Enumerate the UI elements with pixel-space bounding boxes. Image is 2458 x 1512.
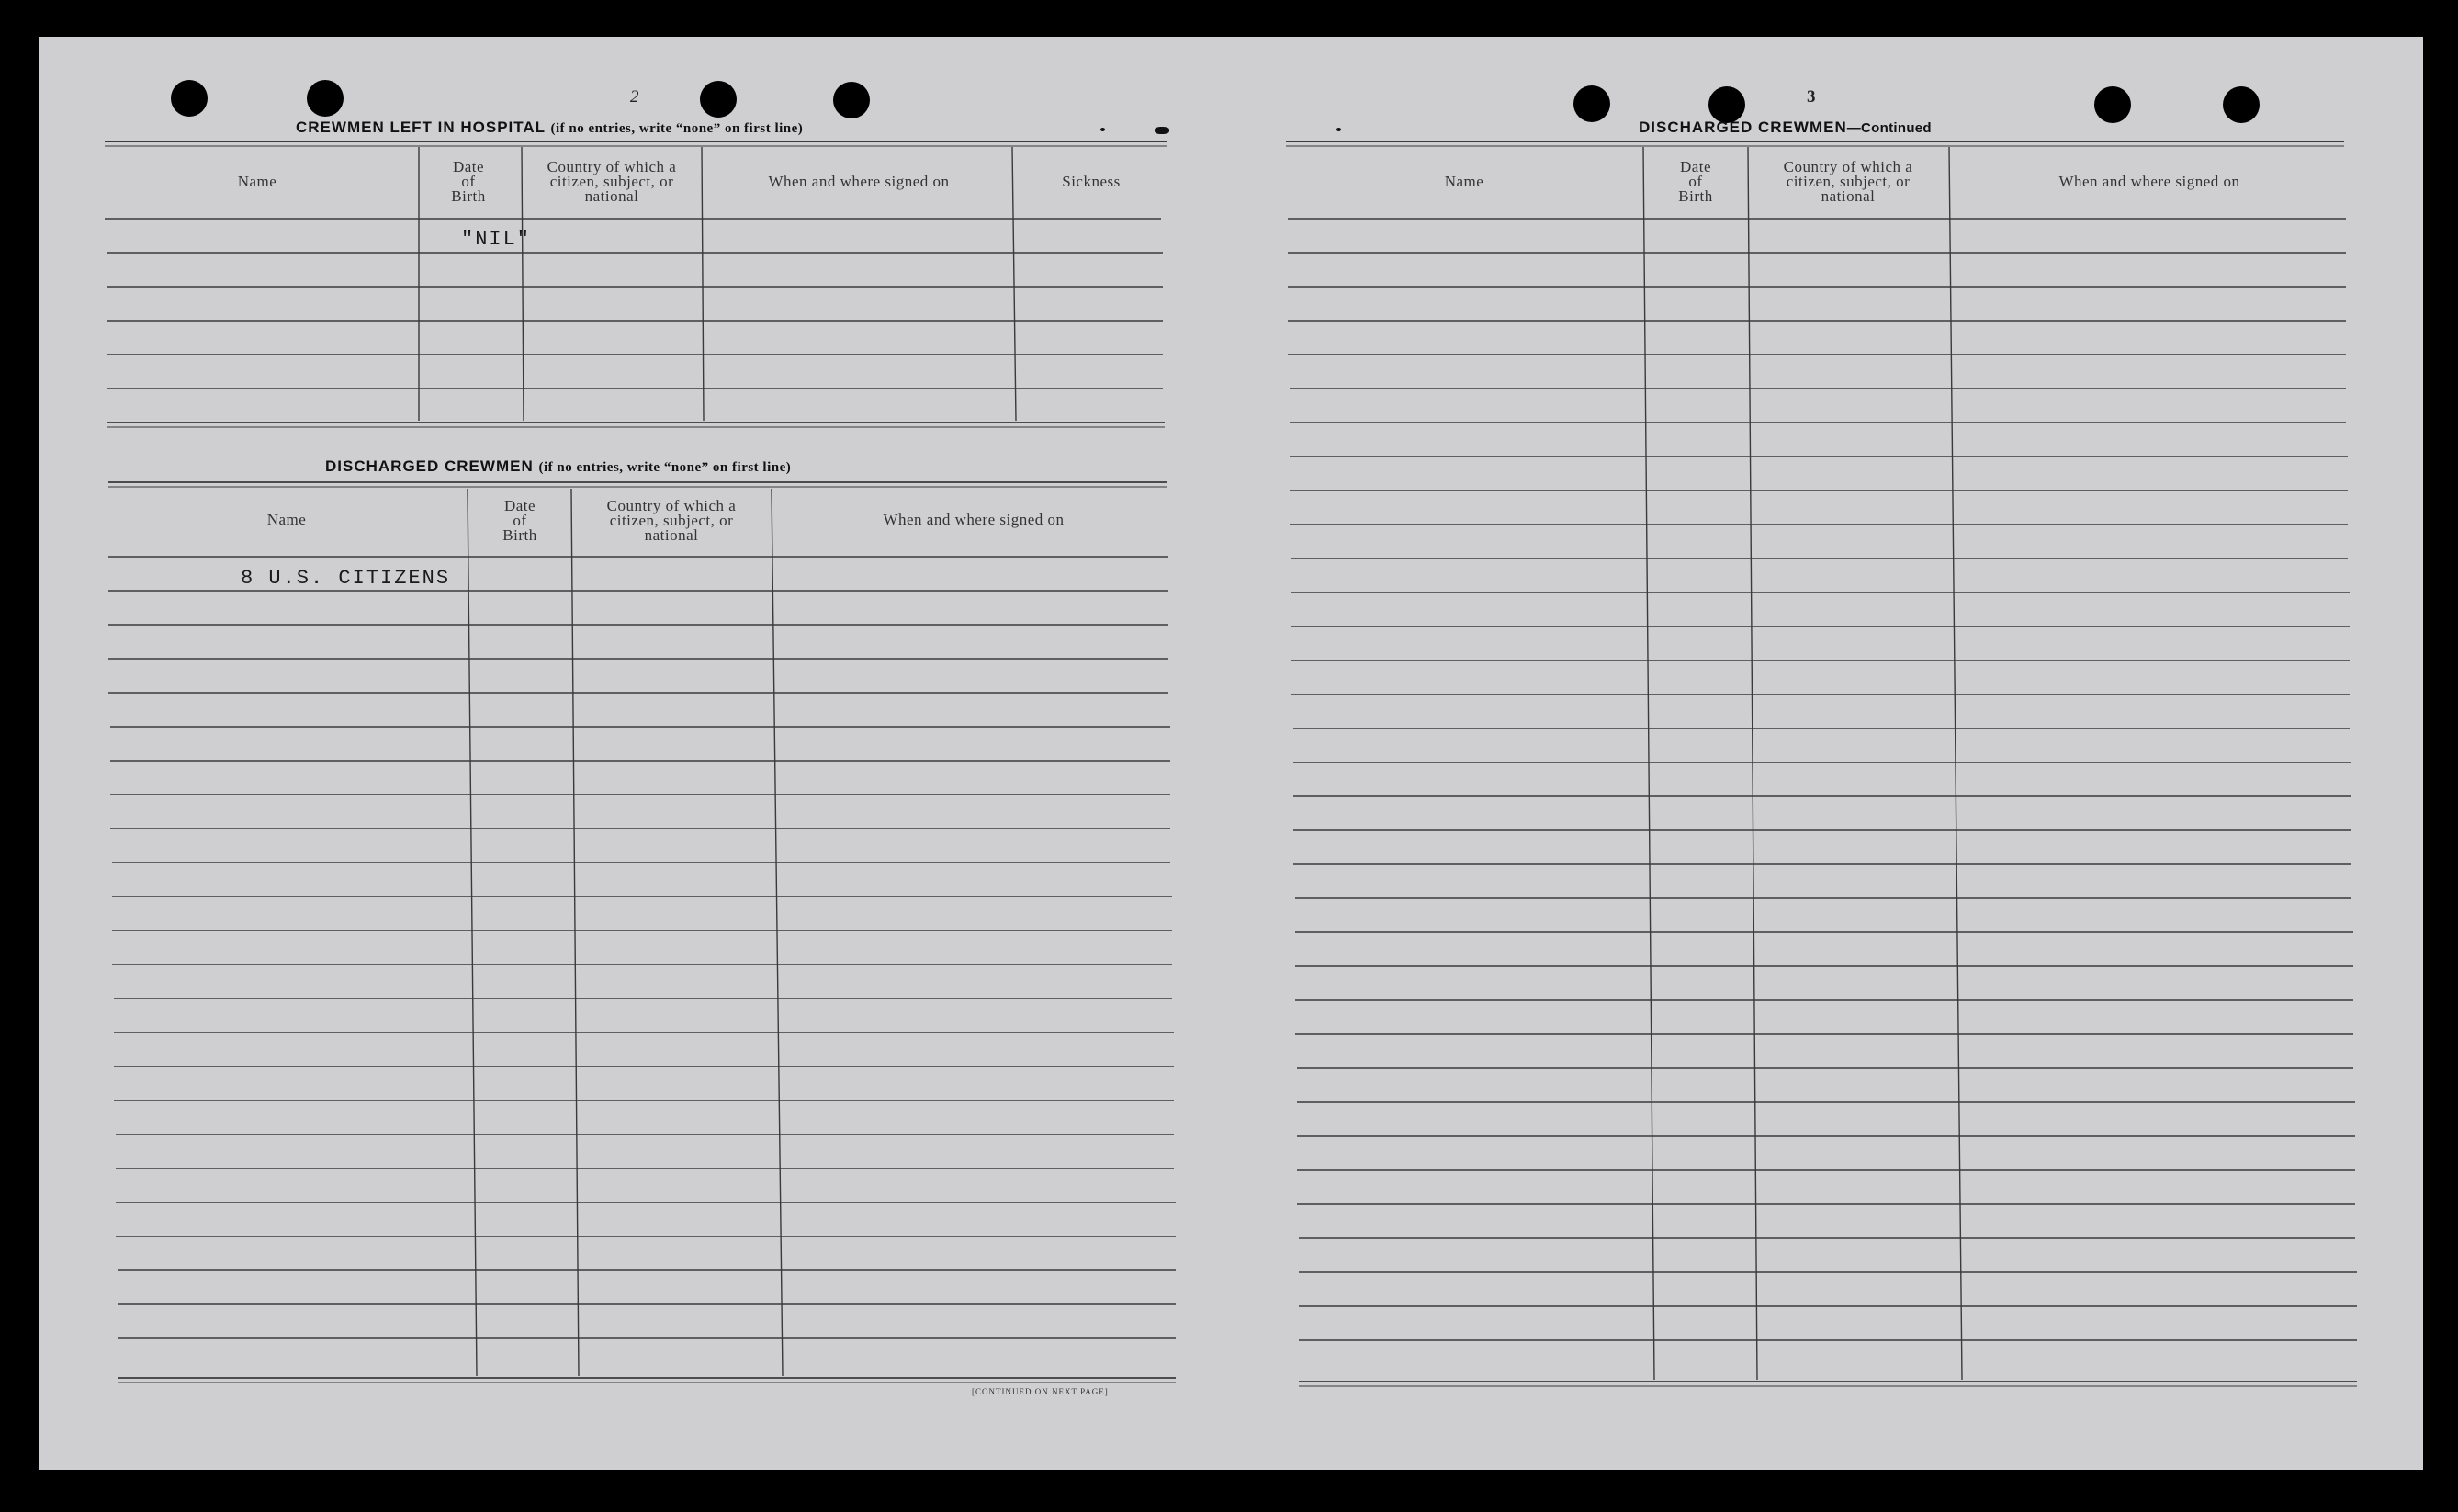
column-header-date-of-birth: [483, 499, 557, 543]
hospital-entry: "NIL": [461, 228, 532, 251]
column-header-date-of-birth: [1659, 160, 1732, 204]
column-header-country: [1751, 160, 1945, 204]
header-line: of: [1688, 173, 1703, 190]
section-title-discharged: [325, 457, 791, 476]
page-number-left: 2: [630, 87, 639, 107]
column-header-when-where-signed: When and where signed on: [2058, 173, 2240, 190]
column-header-country: [575, 499, 768, 543]
section-title-hospital: [296, 118, 803, 137]
header-line: Date: [1679, 158, 1712, 175]
section-subtitle: (if no entries, write “none” on first line): [550, 121, 804, 136]
header-line: citizen, subject, or: [609, 512, 734, 529]
column-header-date-of-birth: [432, 160, 505, 204]
header-line: national: [1821, 187, 1876, 205]
column-header-sickness: Sickness: [1062, 173, 1121, 190]
section-title-discharged-continued: [1639, 118, 1932, 137]
section-title-text: DISCHARGED CREWMEN: [325, 457, 534, 475]
column-header-name: Name: [266, 511, 307, 528]
header-line: of: [513, 512, 527, 529]
header-line: Birth: [451, 187, 486, 205]
header-line: Country of which a: [547, 158, 677, 175]
column-header-name: Name: [237, 173, 277, 190]
header-line: Country of which a: [606, 497, 737, 514]
header-line: national: [644, 526, 699, 544]
column-header-when-where-signed: When and where signed on: [883, 511, 1065, 528]
column-header-country: [522, 160, 702, 204]
header-line: Date: [452, 158, 485, 175]
header-line: Birth: [1678, 187, 1713, 205]
column-header-when-where-signed: When and where signed on: [768, 173, 950, 190]
header-line: citizen, subject, or: [549, 173, 674, 190]
section-title-text: DISCHARGED CREWMEN: [1639, 118, 1847, 136]
page-number-right: 3: [1807, 87, 1816, 107]
header-line: Birth: [502, 526, 537, 544]
section-title-text: CREWMEN LEFT IN HOSPITAL: [296, 118, 546, 136]
header-line: Country of which a: [1783, 158, 1913, 175]
discharged-entry: 8 U.S. CITIZENS: [241, 567, 451, 590]
section-title-suffix: —Continued: [1846, 120, 1932, 136]
header-line: of: [461, 173, 476, 190]
header-line: Date: [503, 497, 536, 514]
continued-footnote: [CONTINUED ON NEXT PAGE]: [972, 1387, 1109, 1396]
header-line: national: [584, 187, 639, 205]
section-subtitle: (if no entries, write “none” on first line): [538, 460, 792, 475]
header-line: citizen, subject, or: [1786, 173, 1911, 190]
column-header-name: Name: [1444, 173, 1484, 190]
